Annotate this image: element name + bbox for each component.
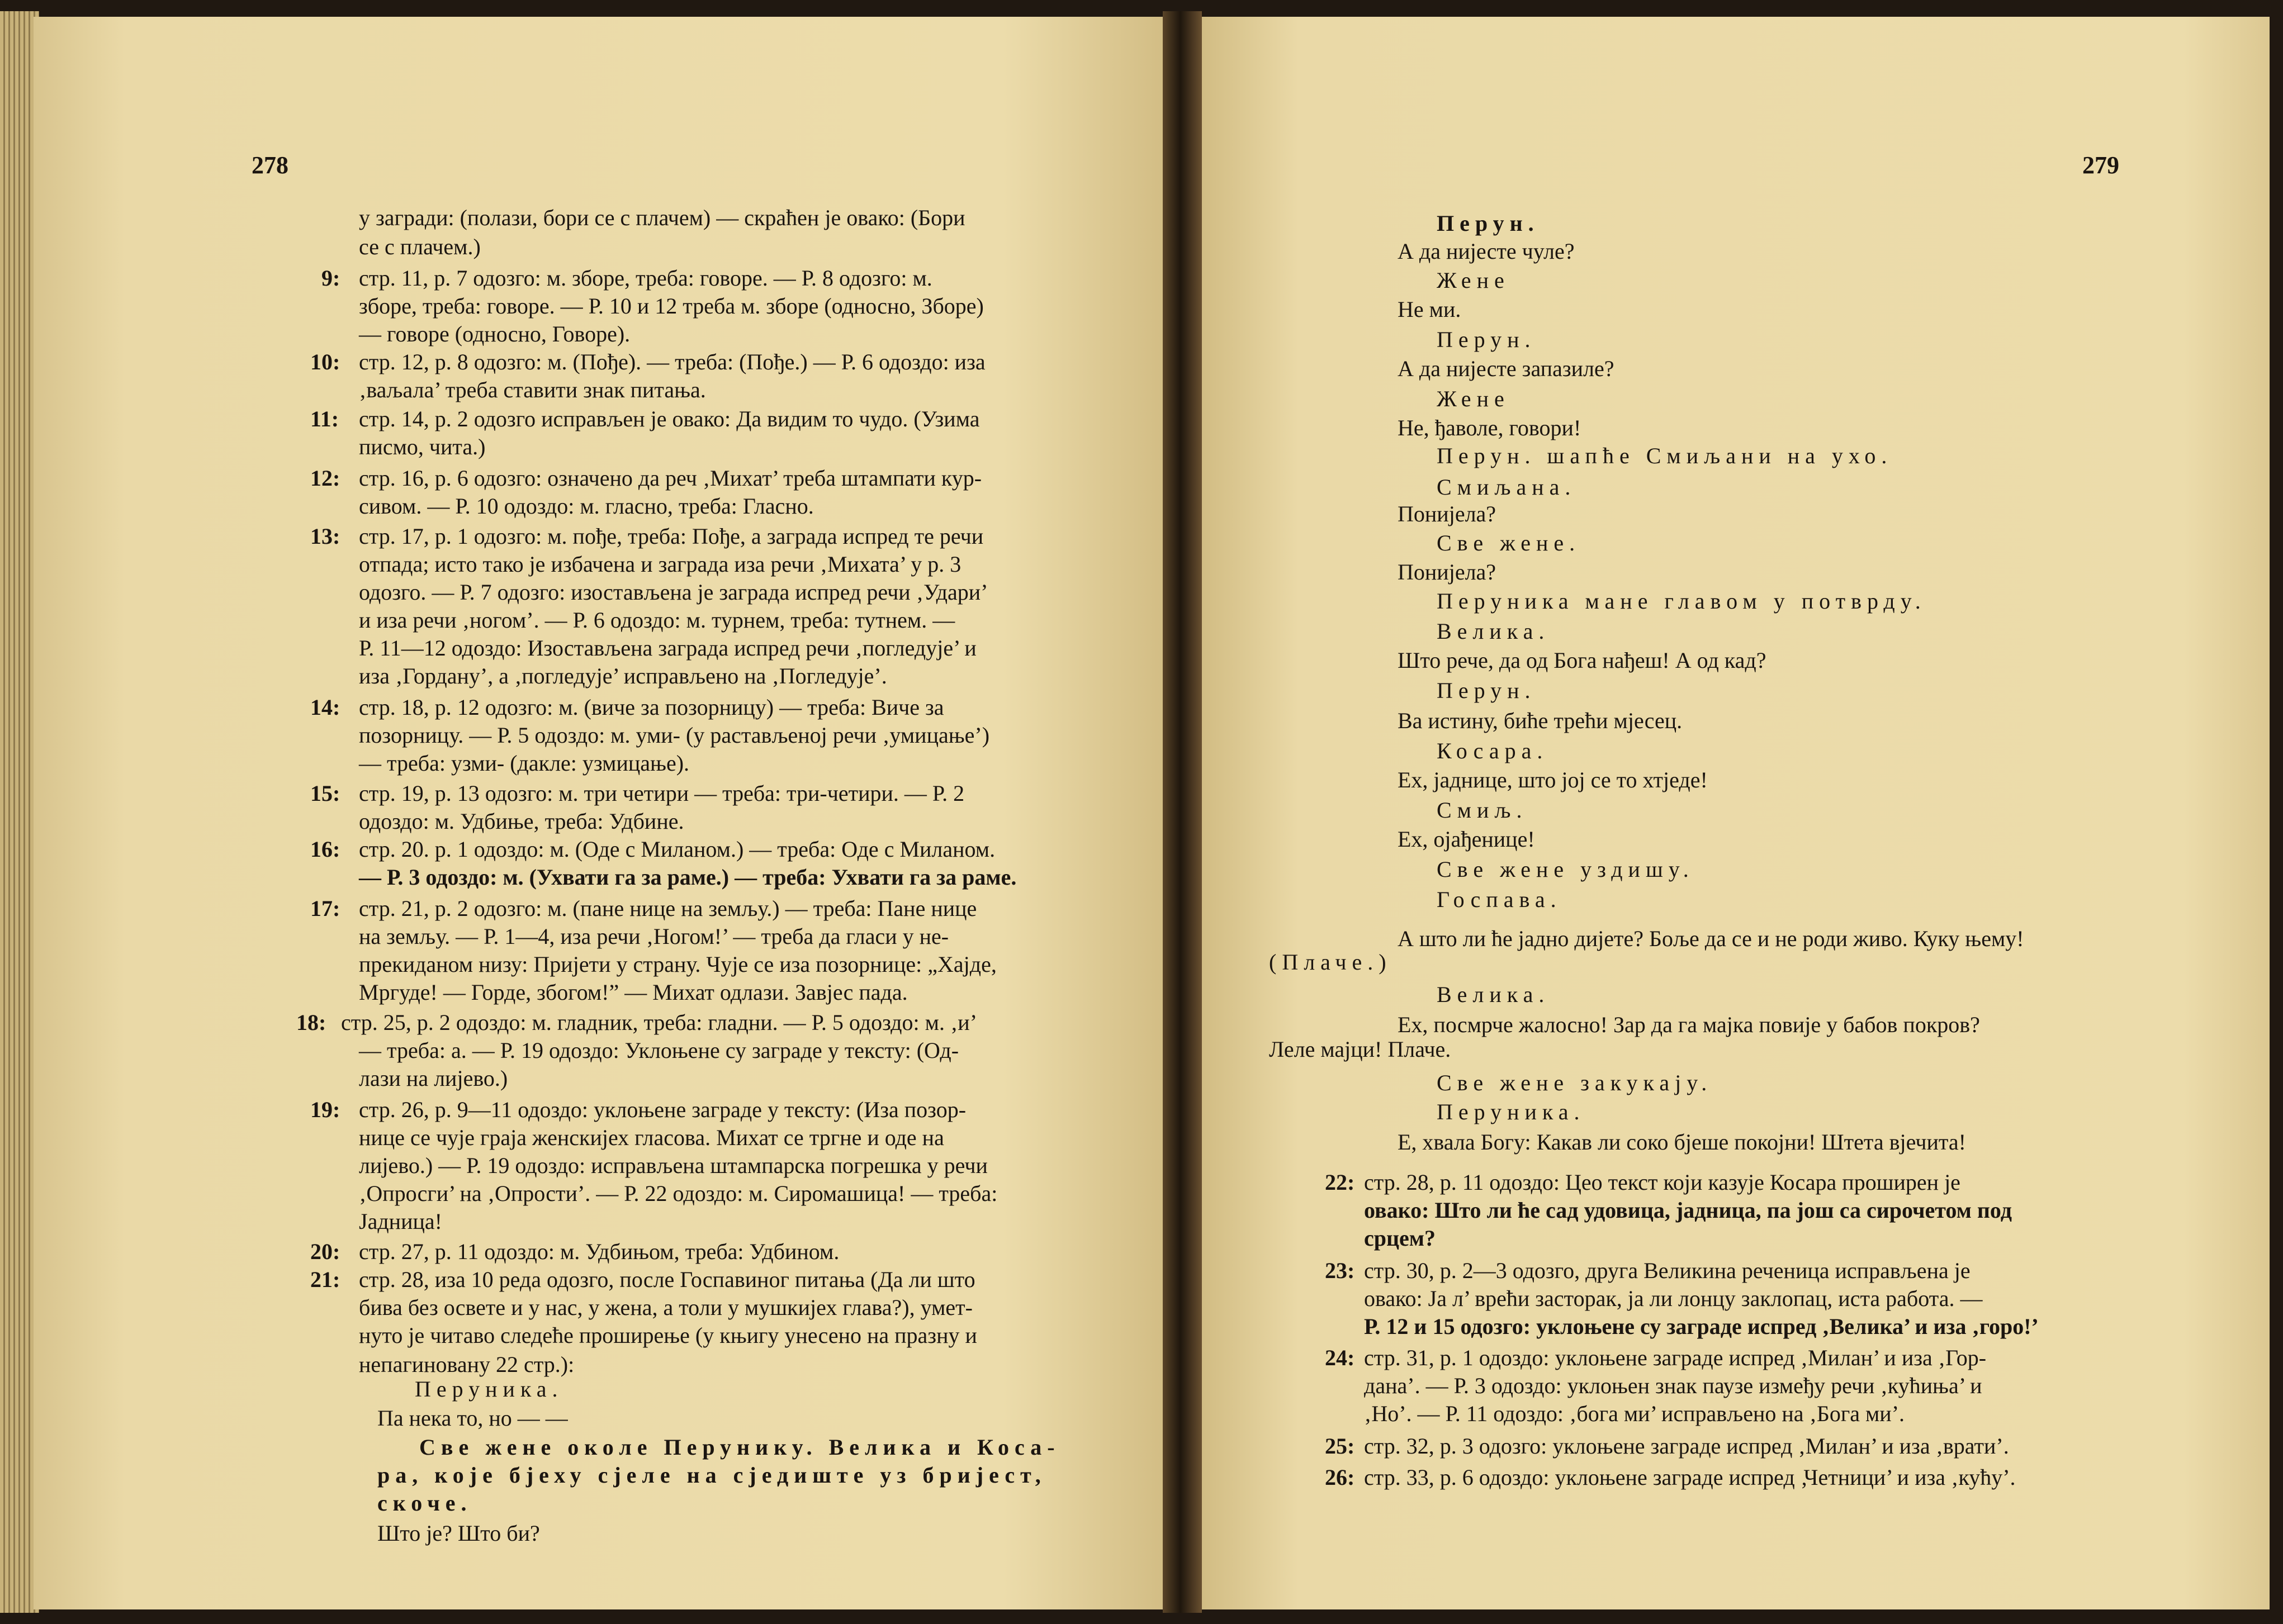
text-line: стр. 16, р. 6 одозго: означено да реч ‚Михат’ треба штампати кур- xyxy=(359,466,982,491)
text-line: Што рече, да од Бога нађеш! А од кад? xyxy=(1398,648,1766,673)
text-line: сивом. — Р. 10 одоздо: м. гласно, треба: Гласно. xyxy=(359,493,814,519)
text-line: Не, ђаволе, говори! xyxy=(1398,415,1581,440)
text-line: Велика. xyxy=(1437,619,1550,644)
text-line: Перун. шапће Смиљани на ухо. xyxy=(1437,443,1893,468)
text-line: Понијела? xyxy=(1398,559,1496,585)
text-line: Ех, посмрче жалосно! Зар да га мајка повије у бабов покров? xyxy=(1398,1012,1980,1037)
text-line: А да нијесте запазиле? xyxy=(1398,356,1614,381)
text-line: Не ми. xyxy=(1398,297,1461,322)
item-number: 9: xyxy=(321,265,340,291)
text-line: бива без осветe и у нас, у жена, а толи у мушкијех глава?), умет- xyxy=(359,1295,973,1320)
text-line: стр. 12, р. 8 одозго: м. (Пође). — треба: (Пође.) — Р. 6 одоздо: иза xyxy=(359,349,986,374)
text-line: прекиданом низу: Пријети у страну. Чује се иза позорнице: „Хајде, xyxy=(359,952,997,977)
text-line: писмо, чита.) xyxy=(359,434,486,459)
text-line: у загради: (полази, бори се с плачем) — скраћен је овако: (Бори xyxy=(359,205,965,230)
text-line: ра, које бјеху сјеле на сједиште уз бријест, xyxy=(377,1462,1046,1488)
text-line: ‚Опросги’ на ‚Опрости’. — Р. 22 одоздо: м. Сиромашица! — треба: xyxy=(359,1181,998,1206)
text-line: Смиљана. xyxy=(1437,474,1576,500)
text-line: Перуника. xyxy=(415,1376,563,1402)
text-line: стр. 26, р. 9—11 одоздо: уклоњене заграде у тексту: (Иза позор- xyxy=(359,1097,967,1122)
text-line: нице се чује граја женскијех гласова. Михат се тргне и оде на xyxy=(359,1125,944,1150)
text-line: Све жене уздишу. xyxy=(1437,857,1694,882)
item-number: 18: xyxy=(296,1010,326,1035)
text-line: Ех, јаднице, што јој се то хтједе! xyxy=(1398,767,1708,792)
text-line: стр. 31, р. 1 одоздо: уклоњене заграде испред ‚Милан’ и иза ‚Гор- xyxy=(1364,1345,1987,1370)
text-line: Косара. xyxy=(1437,738,1548,763)
text-line: — говоре (односно, Говоре). xyxy=(359,321,631,346)
text-line: стр. 33, р. 6 одоздо: уклоњене заграде испред ‚Четници’ и иза ‚кућу’. xyxy=(1364,1465,2016,1490)
text-line: Па нека то, но — — xyxy=(377,1405,568,1431)
text-line: одозго. — Р. 7 одозго: изостављена је заграда испред речи ‚Удари’ xyxy=(359,580,988,605)
item-number: 24: xyxy=(1325,1345,1355,1370)
left-page xyxy=(34,17,1174,1609)
text-line: — треба: узми- (дакле: узмицање). xyxy=(359,751,690,776)
text-line: на земљу. — Р. 1—4, иза речи ‚Ногом!’ — треба да гласи у не- xyxy=(359,924,949,949)
text-line: скоче. xyxy=(377,1490,472,1516)
text-line: Ва истину, биће трећи мјесец. xyxy=(1398,708,1683,733)
item-number: 20: xyxy=(310,1239,340,1264)
text-line: Велика. xyxy=(1437,982,1550,1007)
item-number: 19: xyxy=(310,1097,340,1122)
text-line: дана’. — Р. 3 одоздо: уклоњен знак паузе између речи ‚кућиња’ и xyxy=(1364,1373,1982,1398)
text-line: стр. 28, р. 11 одоздо: Цео текст који казује Косара проширен је xyxy=(1364,1170,1960,1195)
item-number: 10: xyxy=(310,349,340,374)
text-line: А што ли ће јадно дијете? Боље да се и не роди живо. Куку њему! xyxy=(1398,926,2024,951)
text-line: Мргуде! — Горде, збогом!” — Михат одлази. Завјес пада. xyxy=(359,980,908,1005)
item-number: 16: xyxy=(310,837,340,862)
text-line: А да нијесте чуле? xyxy=(1398,239,1575,264)
text-line: стр. 30, р. 2—3 одозго, друга Великина реченица исправљена је xyxy=(1364,1258,1971,1283)
text-line: стр. 11, р. 7 одозго: м. зборе, треба: говоре. — Р. 8 одозго: м. xyxy=(359,265,932,291)
item-number: 11: xyxy=(310,406,339,431)
text-line: Што је? Што би? xyxy=(377,1521,540,1546)
text-line: стр. 19, р. 13 одозго: м. три четири — треба: три-четири. — Р. 2 xyxy=(359,781,965,806)
item-number: 21: xyxy=(310,1267,340,1292)
text-line: иза ‚Гордану’, а ‚погледује’ исправљено на ‚Погледује’. xyxy=(359,663,887,688)
text-line: Све жене. xyxy=(1437,530,1581,555)
text-line: Перуника мане главом у потврду. xyxy=(1437,588,1926,614)
text-line: стр. 17, р. 1 одозго: м. пође, треба: Пође, а заграда испред те речи xyxy=(359,524,984,549)
text-line: зборе, треба: говоре. — Р. 10 и 12 треба м. зборе (односно, Зборе) xyxy=(359,293,984,319)
text-line: Све жене околе Перунику. Велика и Коса- xyxy=(419,1435,1060,1460)
text-line: стр. 28, иза 10 реда одозго, после Госпавиног питања (Да ли што xyxy=(359,1267,975,1292)
text-line: стр. 21, р. 2 одозго: м. (пане нице на земљу.) — треба: Пане нице xyxy=(359,896,977,921)
text-line: срцем? xyxy=(1364,1226,1436,1251)
text-line: Р. 12 и 15 одозго: уклоњене су заграде испред ‚Велика’ и иза ‚горо!’ xyxy=(1364,1314,2039,1339)
text-line: стр. 32, р. 3 одозго: уклоњене заграде испред ‚Милан’ и иза ‚врати’. xyxy=(1364,1433,2009,1459)
text-line: Јадница! xyxy=(359,1209,442,1234)
text-line: и иза речи ‚ногом’. — Р. 6 одоздо: м. турнем, треба: тутнем. — xyxy=(359,607,955,633)
page-number: 279 xyxy=(2082,151,2119,179)
item-number: 25: xyxy=(1325,1433,1355,1459)
item-number: 22: xyxy=(1325,1170,1355,1195)
text-line: Перун. xyxy=(1437,678,1536,703)
book-gutter xyxy=(1163,11,1202,1613)
item-number: 23: xyxy=(1325,1258,1355,1283)
text-line: ‚ваљала’ треба ставити знак питања. xyxy=(359,377,706,402)
item-number: 26: xyxy=(1325,1465,1355,1490)
text-line: овако: Што ли ће сад удовица, јадница, па још са сирочетом под xyxy=(1364,1198,2012,1223)
text-line: лијево.) — Р. 19 одоздо: исправљена штампарска погрешка у речи xyxy=(359,1153,988,1178)
item-number: 14: xyxy=(310,695,340,720)
text-line: непагиновану 22 стр.): xyxy=(359,1352,575,1377)
text-line: Р. 11—12 одоздо: Изостављена заграда испред речи ‚погледује’ и xyxy=(359,635,977,661)
text-line: Смиљ. xyxy=(1437,797,1528,823)
text-line: Жене xyxy=(1437,386,1510,411)
item-number: 15: xyxy=(310,781,340,806)
item-number: 13: xyxy=(310,524,340,549)
text-line: Све жене закукају. xyxy=(1437,1070,1713,1095)
text-line: стр. 25, р. 2 одоздо: м. гладник, треба: гладни. — Р. 5 одоздо: м. ‚и’ xyxy=(341,1010,978,1035)
item-number: 12: xyxy=(310,466,340,491)
text-line: се с плачем.) xyxy=(359,234,481,259)
text-line: позорницу. — Р. 5 одоздо: м. уми- (у растављеној речи ‚умицање’) xyxy=(359,723,990,748)
page-number: 278 xyxy=(252,151,288,179)
text-line: лази на лијево.) xyxy=(359,1066,508,1091)
text-line: стр. 14, р. 2 одозго исправљен је овако: Да видим то чудо. (Узима xyxy=(359,406,980,431)
text-line: Понијела? xyxy=(1398,501,1496,526)
item-number: 17: xyxy=(310,896,340,921)
text-line: стр. 18, р. 12 одозго: м. (виче за позорницу) — треба: Виче за xyxy=(359,695,944,720)
text-line: отпада; исто тако је избачена и заграда иза речи ‚Михата’ у р. 3 xyxy=(359,552,961,577)
text-line: стр. 27, р. 11 одоздо: м. Удбињом, треба: Удбином. xyxy=(359,1239,840,1264)
text-line: одоздо: м. Удбиње, треба: Удбине. xyxy=(359,809,684,834)
text-line: Леле мајци! Плаче. xyxy=(1269,1037,1451,1062)
text-line: ‚Но’. — Р. 11 одоздо: ‚бога ми’ исправљено на ‚Бога ми’. xyxy=(1364,1401,1905,1426)
text-line: Е, хвала Богу: Какав ли соко бјеше покојни! Штета вјечита! xyxy=(1398,1129,1966,1155)
text-line: Жене xyxy=(1437,268,1510,293)
text-line: Ех, ојађенице! xyxy=(1398,827,1535,852)
text-line: Госпава. xyxy=(1437,887,1562,912)
text-line: стр. 20. р. 1 одоздо: м. (Оде с Миланом.) — треба: Оде с Миланом. xyxy=(359,837,996,862)
text-line: Перуника. xyxy=(1437,1099,1585,1124)
text-line: (Плаче.) xyxy=(1269,949,1392,975)
text-line: — Р. 3 одоздо: м. (Ухвати га за раме.) — треба: Ухвати га за раме. xyxy=(359,865,1017,890)
text-line: Перун. xyxy=(1437,327,1536,352)
text-line: Перун. xyxy=(1437,211,1540,236)
right-page xyxy=(1191,17,2270,1609)
text-line: — треба: а. — Р. 19 одоздо: Уклоњене су заграде у тексту: (Од- xyxy=(359,1038,959,1063)
text-line: нуто је читаво следеће проширење (у књигу унесено на празну и xyxy=(359,1323,977,1348)
text-line: овако: Ја л’ врећи засторак, ја ли лонцу заклопац, иста работа. — xyxy=(1364,1286,1983,1311)
